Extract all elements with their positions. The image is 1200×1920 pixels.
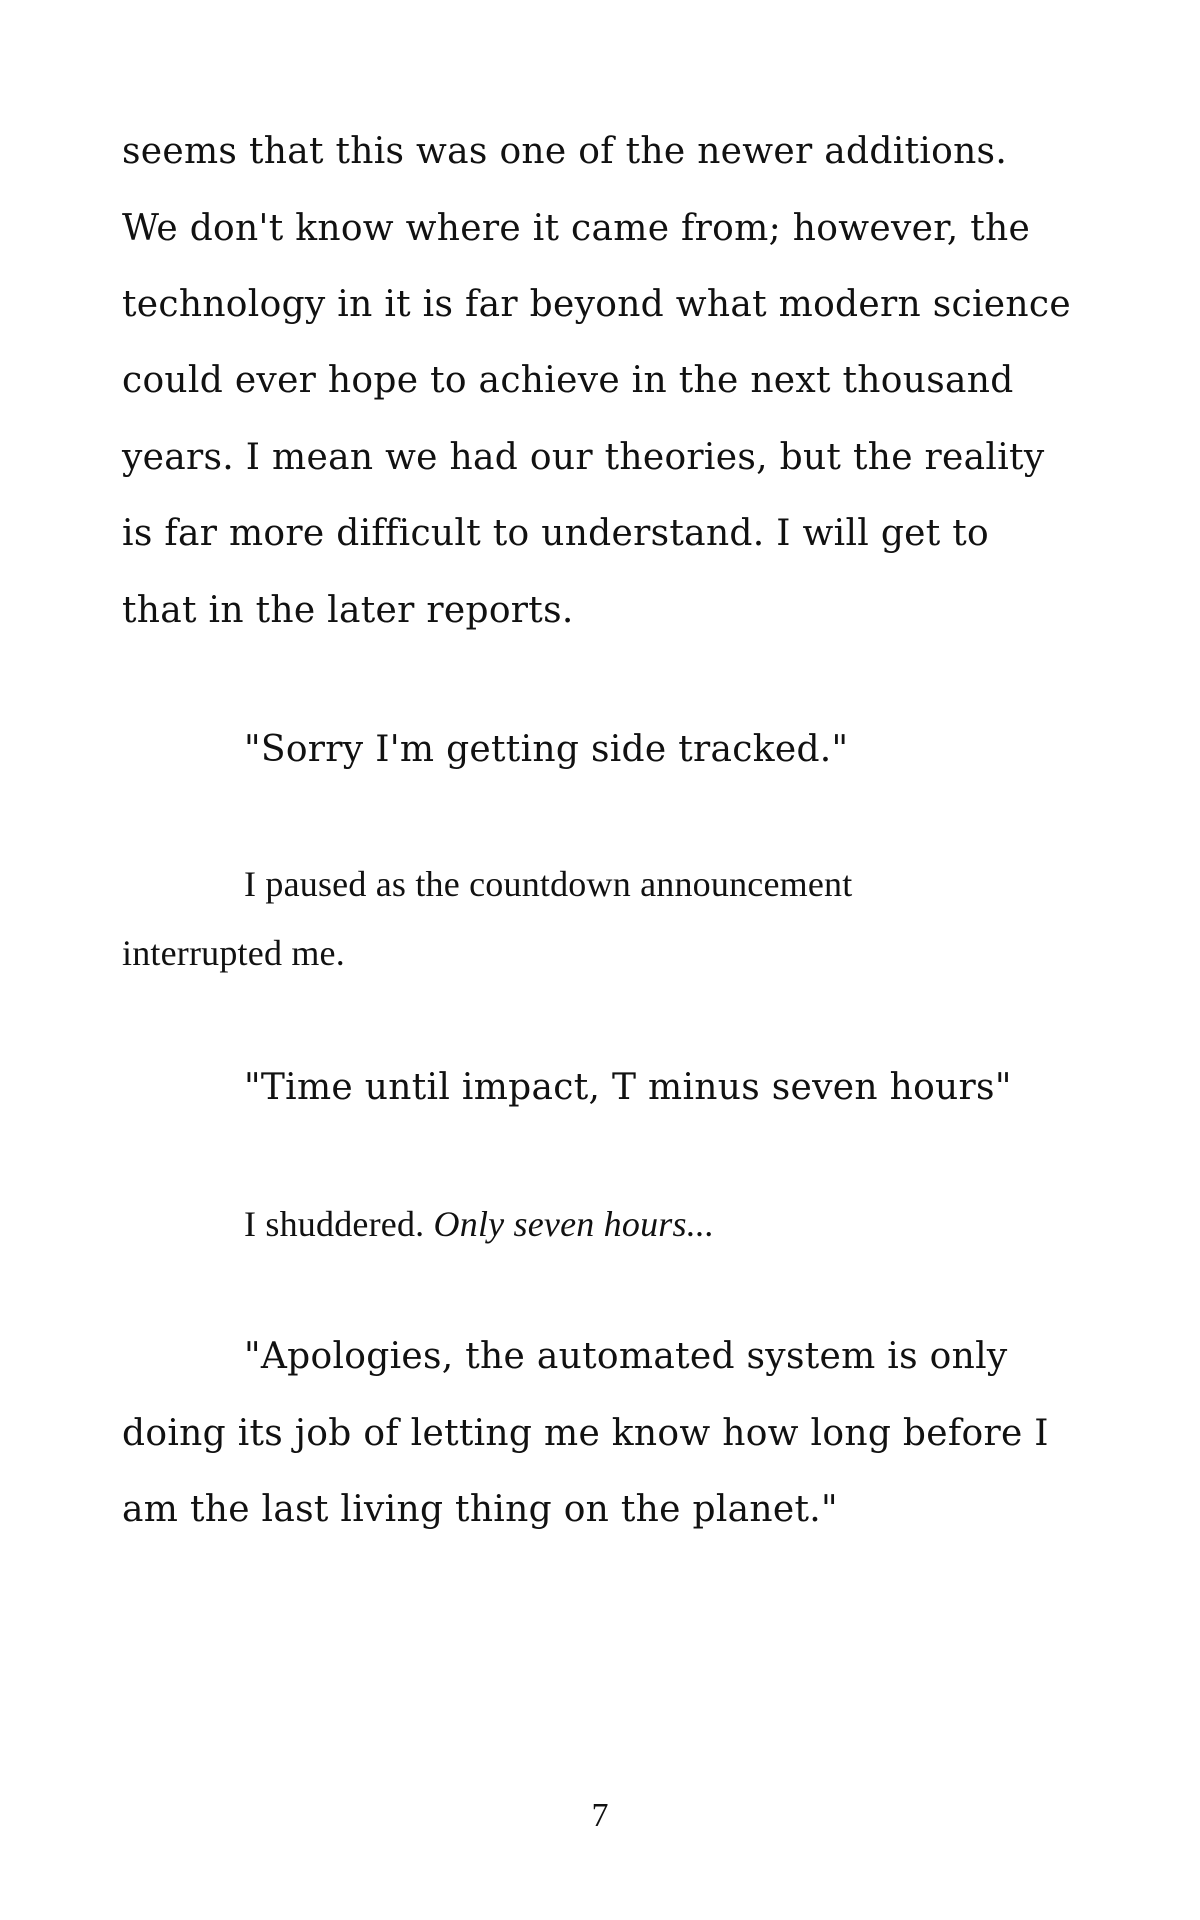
announcement-line: "Time until impact, T minus seven hours" [244,1067,1012,1108]
body-text-line: technology in it is far beyond what modern science [122,284,1071,325]
italic-thought: Only seven hours... [433,1204,715,1244]
dialogue-line: am the last living thing on the planet." [122,1489,838,1530]
body-text-line: could ever hope to achieve in the next thousand [122,360,1014,401]
body-text-line [244,1202,714,1246]
body-text-line: I paused as the countdown announcement [244,864,853,904]
dialogue-line: "Sorry I'm getting side tracked." [244,729,849,770]
body-text-line: We don't know where it came from; however, the [122,208,1031,249]
body-text-line: interrupted me. [122,933,345,973]
dialogue-line: doing its job of letting me know how long before I [122,1413,1049,1454]
body-text-line: that in the later reports. [122,590,574,631]
plain-text: I shuddered. [244,1204,425,1244]
page-number: 7 [591,1797,609,1834]
body-text-line: is far more difficult to understand. I will get to [122,513,990,554]
dialogue-line: "Apologies, the automated system is only [244,1336,1008,1377]
body-text-line: years. I mean we had our theories, but the reality [122,437,1045,478]
body-text-line: seems that this was one of the newer additions. [122,131,1008,172]
